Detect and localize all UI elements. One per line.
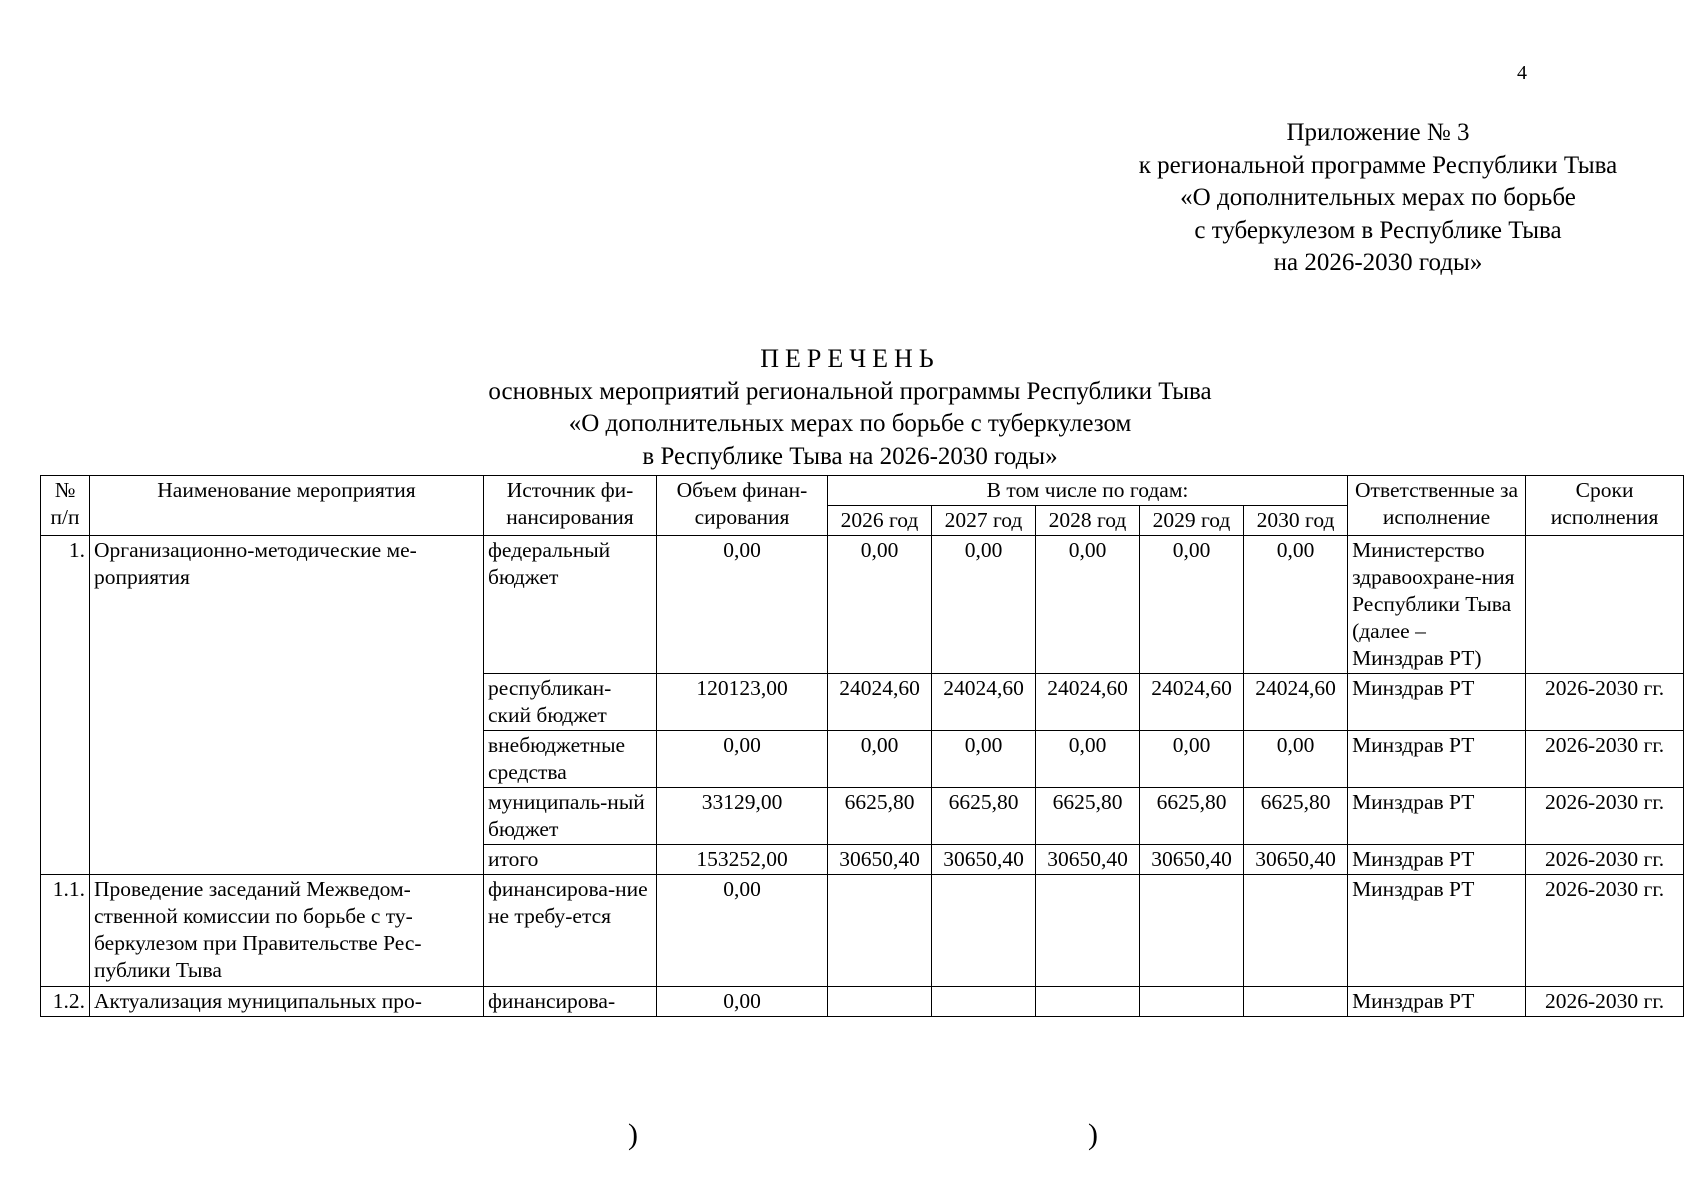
appendix-line: «О дополнительных мерах по борьбе: [1180, 184, 1576, 211]
cell-responsible: Минздрав РТ: [1348, 987, 1526, 1017]
cell-year: 6625,80: [1036, 788, 1140, 845]
cell-year: 6625,80: [1244, 788, 1348, 845]
cell-year: [1244, 987, 1348, 1017]
cell-year: 0,00: [932, 536, 1036, 674]
row-name: Актуализация муниципальных про-: [90, 987, 484, 1017]
cell-year: [1140, 987, 1244, 1017]
cell-year: 0,00: [1140, 536, 1244, 674]
appendix-note: [1108, 117, 1648, 280]
cell-year: 6625,80: [1140, 788, 1244, 845]
cell-year: 0,00: [1244, 731, 1348, 788]
cell-year: [932, 875, 1036, 987]
header-responsible: Ответственные за исполнение: [1348, 476, 1526, 536]
scan-mark: ): [1088, 1118, 1098, 1151]
cell-year: 24024,60: [1140, 674, 1244, 731]
cell-responsible: Минздрав РТ: [1348, 845, 1526, 875]
row-num: 1.1.: [41, 875, 90, 987]
cell-year: 30650,40: [1036, 845, 1140, 875]
cell-year: 6625,80: [932, 788, 1036, 845]
cell-year: 30650,40: [1140, 845, 1244, 875]
cell-terms: [1526, 536, 1684, 674]
cell-terms: 2026-2030 гг.: [1526, 875, 1684, 987]
cell-source: финансирова-ние не требу-ется: [484, 875, 657, 987]
cell-year: 24024,60: [932, 674, 1036, 731]
header-year: 2030 год: [1244, 506, 1348, 536]
header-year: 2026 год: [828, 506, 932, 536]
header-source: Источник фи-нансирования: [484, 476, 657, 536]
cell-year: 24024,60: [1036, 674, 1140, 731]
header-row: [41, 476, 1684, 506]
cell-volume: 0,00: [657, 536, 828, 674]
header-num: № п/п: [41, 476, 90, 536]
header-year: 2029 год: [1140, 506, 1244, 536]
cell-year: [828, 875, 932, 987]
cell-responsible: Министерство здравоохране-ния Республики Тыва (далее – Минздрав РТ): [1348, 536, 1526, 674]
page-number: 4: [1517, 62, 1527, 84]
cell-year: 24024,60: [1244, 674, 1348, 731]
header-name: Наименование мероприятия: [90, 476, 484, 536]
document-title: [400, 343, 1300, 473]
cell-terms: 2026-2030 гг.: [1526, 987, 1684, 1017]
row-name: Проведение заседаний Межведом-ственной комиссии по борьбе с ту-беркулезом при Правительстве Рес-публики Тыва: [90, 875, 484, 987]
cell-source: республикан-ский бюджет: [484, 674, 657, 731]
cell-year: [1140, 875, 1244, 987]
cell-responsible: Минздрав РТ: [1348, 788, 1526, 845]
cell-volume: 0,00: [657, 875, 828, 987]
cell-responsible: Минздрав РТ: [1348, 674, 1526, 731]
cell-year: [1244, 875, 1348, 987]
activities-table: [40, 475, 1684, 1017]
row-name: Организационно-методические ме-роприятия: [90, 536, 484, 875]
cell-year: 0,00: [1036, 536, 1140, 674]
cell-terms: 2026-2030 гг.: [1526, 674, 1684, 731]
header-terms: Сроки исполнения: [1526, 476, 1684, 536]
cell-year: 30650,40: [932, 845, 1036, 875]
cell-year: 0,00: [828, 731, 932, 788]
cell-year: 0,00: [828, 536, 932, 674]
cell-source: муниципаль-ный бюджет: [484, 788, 657, 845]
cell-volume: 0,00: [657, 987, 828, 1017]
cell-year: 0,00: [1036, 731, 1140, 788]
cell-volume: 153252,00: [657, 845, 828, 875]
header-volume: Объем финан-сирования: [657, 476, 828, 536]
cell-responsible: Минздрав РТ: [1348, 875, 1526, 987]
cell-year: 0,00: [1244, 536, 1348, 674]
cell-year: [828, 987, 932, 1017]
cell-volume: 0,00: [657, 731, 828, 788]
cell-source: финансирова-: [484, 987, 657, 1017]
cell-source: внебюджетные средства: [484, 731, 657, 788]
cell-year: [1036, 875, 1140, 987]
title-line: в Республике Тыва на 2026-2030 годы»: [642, 442, 1058, 470]
table-row: [41, 875, 1684, 987]
row-num: 1.2.: [41, 987, 90, 1017]
cell-year: 0,00: [1140, 731, 1244, 788]
cell-terms: 2026-2030 гг.: [1526, 845, 1684, 875]
title-line: «О дополнительных мерах по борьбе с туберкулезом: [568, 410, 1132, 437]
cell-year: 24024,60: [828, 674, 932, 731]
header-year: 2027 год: [932, 506, 1036, 536]
title-line: основных мероприятий региональной программы Республики Тыва: [488, 377, 1212, 405]
scan-mark: ): [628, 1118, 638, 1151]
cell-source: итого: [484, 845, 657, 875]
cell-responsible: Минздрав РТ: [1348, 731, 1526, 788]
header-by-years: В том числе по годам:: [828, 476, 1348, 506]
cell-volume: 33129,00: [657, 788, 828, 845]
cell-year: 0,00: [932, 731, 1036, 788]
cell-year: [1036, 987, 1140, 1017]
appendix-line: на 2026-2030 годы»: [1273, 249, 1483, 276]
cell-volume: 120123,00: [657, 674, 828, 731]
cell-year: 30650,40: [1244, 845, 1348, 875]
table-row: [41, 536, 1684, 674]
cell-year: 30650,40: [828, 845, 932, 875]
appendix-line: Приложение № 3: [1286, 119, 1470, 146]
header-year: 2028 год: [1036, 506, 1140, 536]
title-main: ПЕРЕЧЕНЬ: [760, 344, 940, 373]
cell-terms: 2026-2030 гг.: [1526, 731, 1684, 788]
cell-year: 6625,80: [828, 788, 932, 845]
cell-year: [932, 987, 1036, 1017]
table-row: [41, 987, 1684, 1017]
cell-terms: 2026-2030 гг.: [1526, 788, 1684, 845]
row-num: 1.: [41, 536, 90, 875]
appendix-line: с туберкулезом в Республике Тыва: [1194, 216, 1562, 244]
appendix-line: к региональной программе Республики Тыва: [1138, 151, 1618, 179]
cell-source: федеральный бюджет: [484, 536, 657, 674]
